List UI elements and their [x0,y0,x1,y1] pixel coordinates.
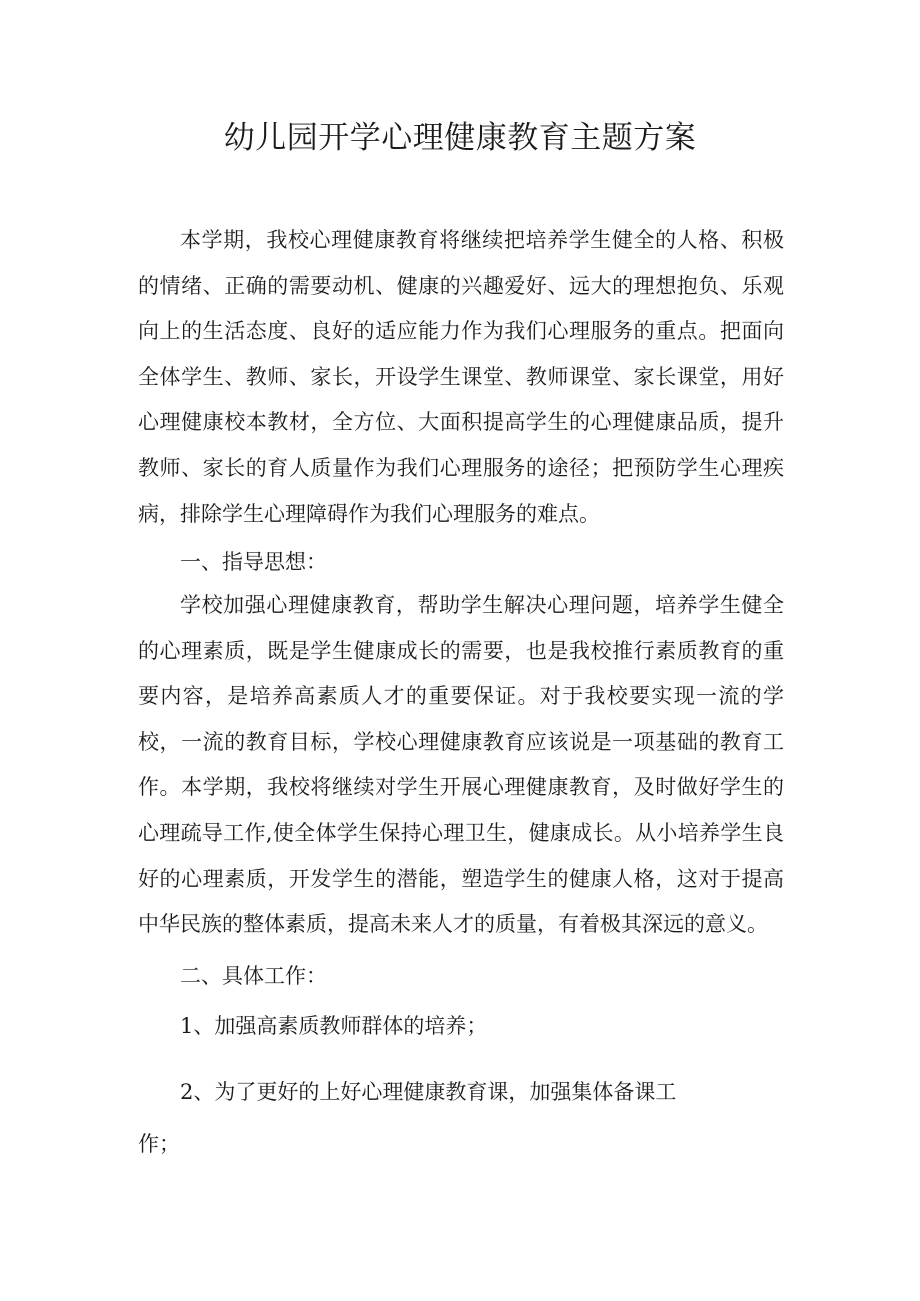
guiding-ideology-paragraph: 学校加强心理健康教育，帮助学生解决心理问题，培养学生健全的心理素质，既是学生健康成长的需要，也是我校推行素质教育的重要内容，是培养高素质人才的重要保证。对于我校要实现一流的学校，一流的教育目标，学校心理健康教育应该说是一项基础的教育工作。本学期，我校将继续对学生开展心理健康教育，及时做好学生的心理疏导工作,使全体学生保持心理卫生，健康成长。从小培养学生良好的心理素质，开发学生的潜能，塑造学生的健康人格，这对于提高中华民族的整体素质，提高未来人才的质量，有着极其深远的意义。 [138,593,784,937]
intro-paragraph: 本学期，我校心理健康教育将继续把培养学生健全的人格、积极的情绪、正确的需要动机、健康的兴趣爱好、远大的理想抱负、乐观向上的生活态度、良好的适应能力作为我们心理服务的重点。把面向全体学生、教师、家长，开设学生课堂、教师课堂、家长课堂，用好心理健康校本教材，全方位、大面积提高学生的心理健康品质，提升教师、家长的育人质量作为我们心理服务的途径；把预防学生心理疾病，排除学生心理障碍作为我们心理服务的难点。 [138,228,784,526]
section-heading-guiding-ideology: 一、指导思想： [180,550,327,574]
document-title: 幼儿园开学心理健康教育主题方案 [223,120,697,156]
section-heading-specific-work: 二、具体工作： [180,964,327,988]
work-item-1: 1、加强高素质教师群体的培养； [180,1014,488,1038]
work-item-2: 2、为了更好的上好心理健康教育课，加强集体备课工作； [138,1080,677,1156]
